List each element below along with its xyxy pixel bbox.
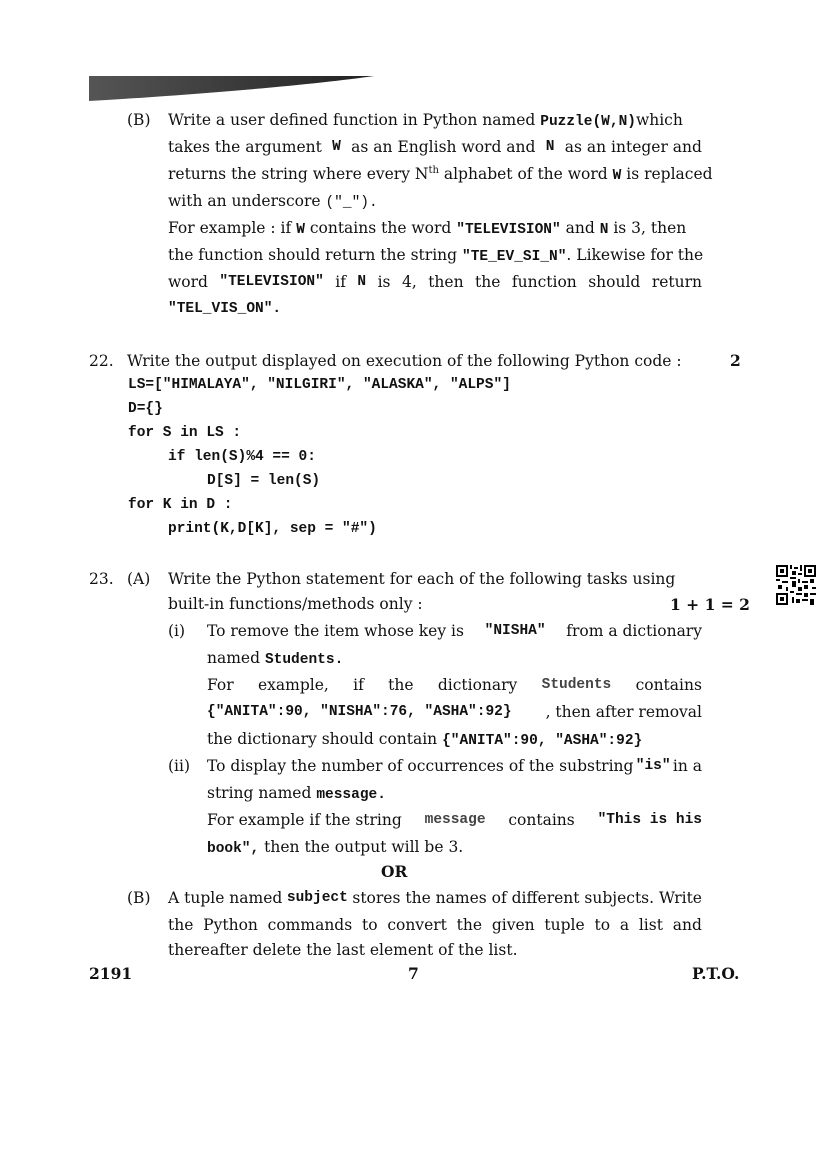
q21b-label: (B): [127, 111, 151, 129]
code-line: print(K,D[K], sep = "#"): [168, 521, 377, 537]
q22-question: Write the output displayed on execution of the following Python code :: [127, 352, 682, 370]
q22-number: 22.: [89, 352, 114, 370]
q21b-line2: takes the argument W as an English word and N as an integer and: [168, 138, 702, 156]
code-line: D={}: [128, 401, 163, 417]
q21b-line4: with an underscore ("_").: [168, 192, 378, 211]
q23b-line2: the Python commands to convert the given tuple to a list and: [168, 916, 702, 934]
q21b-line8: "TEL_VIS_ON".: [168, 301, 282, 317]
pto-label: P.T.O.: [692, 964, 740, 983]
q23-ii-line1: To display the number of occurrences of the substring "is" in a: [207, 757, 702, 775]
q23-i-line3: For example, if the dictionary Students contains: [207, 676, 702, 694]
q23-i-line5: the dictionary should contain {"ANITA":90, "ASHA":92}: [207, 730, 643, 749]
paper-code: 2191: [89, 964, 133, 983]
q21b-line6: the function should return the string "TE_EV_SI_N". Likewise for the: [168, 246, 704, 265]
header-banner: [89, 76, 374, 101]
q23-marks: 1 + 1 = 2: [670, 595, 750, 614]
qr-code: [776, 565, 816, 605]
q23-i-line2: named Students.: [207, 649, 344, 668]
code-line: LS=["HIMALAYA", "NILGIRI", "ALASKA", "ALPS"]: [128, 377, 511, 393]
q21b-line7: word "TELEVISION" if N is 4, then the function should return: [168, 273, 702, 291]
q23a-label: (A): [127, 570, 151, 588]
code-line: if len(S)%4 == 0:: [168, 449, 316, 465]
q23b-label: (B): [127, 889, 151, 907]
or-divider: OR: [381, 862, 408, 881]
q23-ii-line4: book", then the output will be 3.: [207, 838, 464, 857]
q21b-line1: Write a user defined function in Python named Puzzle(W,N)which: [168, 111, 683, 130]
q23-number: 23.: [89, 570, 114, 588]
q23-ii-label: (ii): [168, 757, 191, 775]
q23-ii-line2: string named message.: [207, 784, 386, 803]
q23a-line2: built-in functions/methods only :: [168, 595, 423, 613]
q21b-line3: returns the string where every $N^{th}$ alphabet of the word W is replaced: [168, 164, 713, 184]
q23-ii-line3: For example if the string message contains "This is his: [207, 811, 702, 829]
q23-i-line4: {"ANITA":90, "NISHA":76, "ASHA":92} , then after removal: [207, 703, 702, 721]
q23b-line1: A tuple named subject stores the names of different subjects. Write: [168, 889, 702, 907]
code-line: for K in D :: [128, 497, 233, 513]
code-line: for S in LS :: [128, 425, 242, 441]
q22-marks: 2: [730, 351, 741, 370]
q23a-line1: Write the Python statement for each of the following tasks using: [168, 570, 676, 588]
q23-i-line1: To remove the item whose key is "NISHA" from a dictionary: [207, 622, 702, 640]
q23b-line3: thereafter delete the last element of the list.: [168, 941, 518, 959]
q21b-line5: For example : if W contains the word "TELEVISION" and N is 3, then: [168, 219, 687, 238]
q23-i-label: (i): [168, 622, 186, 640]
page-number: 7: [408, 964, 419, 983]
code-line: D[S] = len(S): [207, 473, 321, 489]
